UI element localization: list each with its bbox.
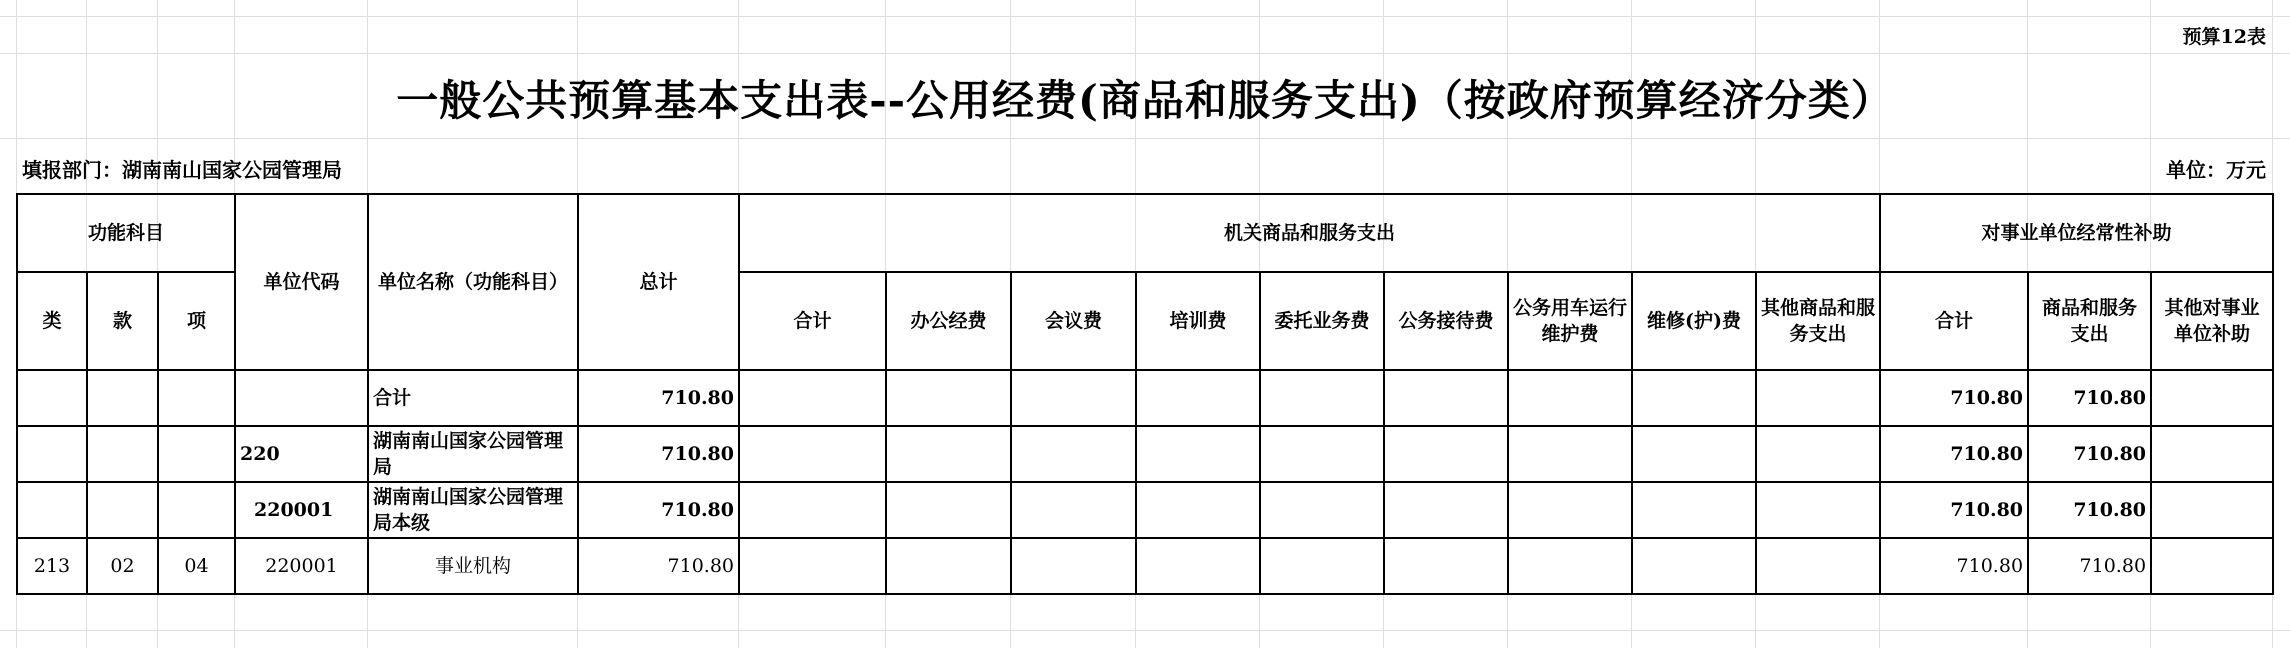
cell-office-expense xyxy=(886,370,1011,426)
cell-unit-code: 220001 xyxy=(235,482,368,538)
cell-agency-total xyxy=(739,370,886,426)
header-entrusted-business: 委托业务费 xyxy=(1260,272,1384,370)
cell-other-goods xyxy=(1756,370,1880,426)
cell-subsidy-other xyxy=(2151,370,2273,426)
cell-total: 710.80 xyxy=(578,482,739,538)
cell-maintenance xyxy=(1632,426,1756,482)
cell-subsidy-goods: 710.80 xyxy=(2028,370,2151,426)
cell-entrusted-business xyxy=(1260,426,1384,482)
header-other-goods: 其他商品和服务支出 xyxy=(1756,272,1880,370)
cell-agency-total xyxy=(739,482,886,538)
cell-other-goods xyxy=(1756,482,1880,538)
cell-subsidy-goods: 710.80 xyxy=(2028,482,2151,538)
department-label: 填报部门：湖南南山国家公园管理局 xyxy=(22,158,342,182)
header-subsidy-goods: 商品和服务支出 xyxy=(2028,272,2151,370)
header-training-expense: 培训费 xyxy=(1136,272,1260,370)
cell-training-expense xyxy=(1136,426,1260,482)
cell-subsidy-total: 710.80 xyxy=(1880,538,2028,594)
cell-official-reception xyxy=(1384,482,1508,538)
header-total: 总计 xyxy=(578,194,739,370)
cell-total: 710.80 xyxy=(578,538,739,594)
cell-meeting-expense xyxy=(1011,370,1136,426)
header-lei: 类 xyxy=(17,272,87,370)
header-subsidy-total: 合计 xyxy=(1880,272,2028,370)
cell-kuan xyxy=(87,426,158,482)
cell-kuan: 02 xyxy=(87,538,158,594)
cell-training-expense xyxy=(1136,482,1260,538)
header-official-reception: 公务接待费 xyxy=(1384,272,1508,370)
cell-xiang: 04 xyxy=(158,538,235,594)
cell-lei xyxy=(17,370,87,426)
cell-total: 710.80 xyxy=(578,426,739,482)
table-row xyxy=(17,538,2273,594)
table-row xyxy=(17,426,2273,482)
table-row xyxy=(17,370,2273,426)
cell-entrusted-business xyxy=(1260,482,1384,538)
cell-subsidy-goods: 710.80 xyxy=(2028,538,2151,594)
cell-official-vehicle xyxy=(1508,482,1632,538)
cell-unit-name: 湖南南山国家公园管理局 xyxy=(368,426,578,482)
cell-agency-total xyxy=(739,426,886,482)
header-unit-code: 单位代码 xyxy=(235,194,368,370)
cell-entrusted-business xyxy=(1260,538,1384,594)
cell-unit-code: 220 xyxy=(235,426,368,482)
cell-unit-code: 220001 xyxy=(235,538,368,594)
cell-xiang xyxy=(158,426,235,482)
unit-label: 单位：万元 xyxy=(2166,158,2266,182)
header-agency-group: 机关商品和服务支出 xyxy=(739,194,1880,272)
cell-office-expense xyxy=(886,538,1011,594)
cell-subsidy-total: 710.80 xyxy=(1880,482,2028,538)
cell-training-expense xyxy=(1136,370,1260,426)
cell-entrusted-business xyxy=(1260,370,1384,426)
cell-lei xyxy=(17,482,87,538)
cell-kuan xyxy=(87,370,158,426)
cell-kuan xyxy=(87,482,158,538)
cell-maintenance xyxy=(1632,370,1756,426)
cell-meeting-expense xyxy=(1011,426,1136,482)
header-func-subject: 功能科目 xyxy=(17,194,235,272)
cell-official-vehicle xyxy=(1508,370,1632,426)
budget-table xyxy=(16,193,2274,595)
cell-maintenance xyxy=(1632,538,1756,594)
cell-official-reception xyxy=(1384,538,1508,594)
header-meeting-expense: 会议费 xyxy=(1011,272,1136,370)
cell-subsidy-other xyxy=(2151,426,2273,482)
header-office-expense: 办公经费 xyxy=(886,272,1011,370)
header-maintenance: 维修(护)费 xyxy=(1632,272,1756,370)
header-unit-name: 单位名称（功能科目） xyxy=(368,194,578,370)
cell-training-expense xyxy=(1136,538,1260,594)
header-row-1 xyxy=(17,194,2273,272)
cell-official-vehicle xyxy=(1508,538,1632,594)
cell-subsidy-goods: 710.80 xyxy=(2028,426,2151,482)
header-xiang: 项 xyxy=(158,272,235,370)
cell-unit-code xyxy=(235,370,368,426)
header-kuan: 款 xyxy=(87,272,158,370)
header-agency-total: 合计 xyxy=(739,272,886,370)
form-number: 预算12表 xyxy=(2182,26,2266,48)
cell-xiang xyxy=(158,370,235,426)
cell-subsidy-total: 710.80 xyxy=(1880,426,2028,482)
table-row xyxy=(17,482,2273,538)
cell-other-goods xyxy=(1756,426,1880,482)
header-subsidy-group: 对事业单位经常性补助 xyxy=(1880,194,2273,272)
cell-unit-name: 事业机构 xyxy=(368,538,578,594)
cell-subsidy-other xyxy=(2151,482,2273,538)
cell-unit-name: 湖南南山国家公园管理局本级 xyxy=(368,482,578,538)
cell-official-reception xyxy=(1384,426,1508,482)
cell-meeting-expense xyxy=(1011,482,1136,538)
header-official-vehicle: 公务用车运行维护费 xyxy=(1508,272,1632,370)
cell-agency-total xyxy=(739,538,886,594)
cell-official-reception xyxy=(1384,370,1508,426)
cell-office-expense xyxy=(886,426,1011,482)
cell-other-goods xyxy=(1756,538,1880,594)
cell-maintenance xyxy=(1632,482,1756,538)
cell-subsidy-total: 710.80 xyxy=(1880,370,2028,426)
cell-lei xyxy=(17,426,87,482)
cell-meeting-expense xyxy=(1011,538,1136,594)
page-title: 一般公共预算基本支出表--公用经费(商品和服务支出)（按政府预算经济分类） xyxy=(396,76,1894,125)
cell-official-vehicle xyxy=(1508,426,1632,482)
cell-total: 710.80 xyxy=(578,370,739,426)
cell-lei: 213 xyxy=(17,538,87,594)
cell-office-expense xyxy=(886,482,1011,538)
cell-subsidy-other xyxy=(2151,538,2273,594)
cell-unit-name: 合计 xyxy=(368,370,578,426)
header-subsidy-other: 其他对事业单位补助 xyxy=(2151,272,2273,370)
cell-xiang xyxy=(158,482,235,538)
